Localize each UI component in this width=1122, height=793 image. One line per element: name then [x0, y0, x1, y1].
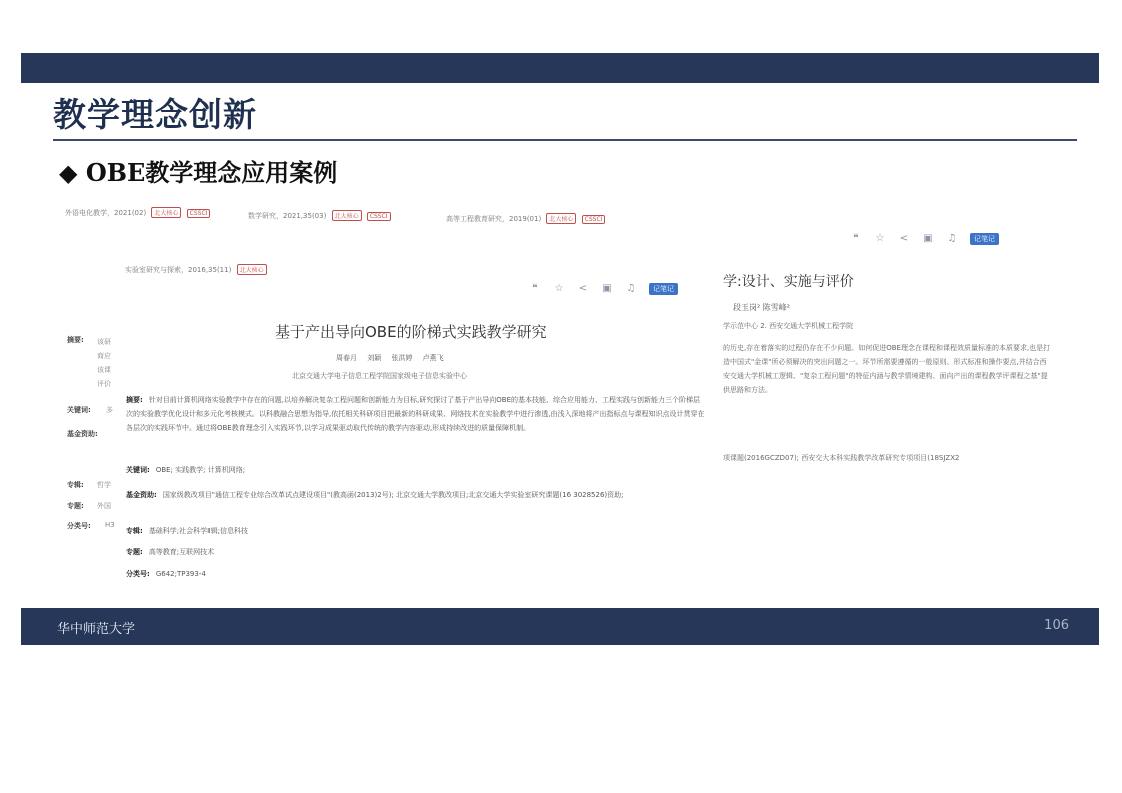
fund-value[interactable]: 国家级教改项目"通信工程专业综合改革试点建设项目"(教高函(2013)2号); 北京交通大学教改项目;北京交通大学实验室研究课题(16 3028526)资助; [162, 491, 624, 499]
right-paper-org: 学示范中心 2. 西安交通大学机械工程学院 [723, 322, 854, 330]
slide-title: 教学理念创新 [53, 95, 257, 134]
left-keywords-fragment: 多 [106, 406, 113, 414]
abstract-label: 摘要: [126, 396, 143, 404]
right-paper-abstract: 的历史,存在着落实的过程仍存在不少问题。如何促进OBE理念在课程和课程效质量标准的本质要求,也是打造中国式"金课"所必须解决的突出问题之一。环节所需要遵循的一般原则、形式标准和操作要点,并结合西安交通大学机械工逻辑、"复杂工程问题"的特征内涵与教学情境建构、面向产出的课程教学评课程之基"提供思路和方法。 [723, 344, 1051, 394]
citation-2[interactable] [248, 210, 391, 221]
fund-label: 基金资助: [126, 491, 157, 499]
left-keywords-label: 关键词: [67, 406, 91, 414]
citation-4[interactable] [125, 264, 267, 275]
keywords-row [126, 465, 245, 475]
front-toolbar [529, 283, 678, 295]
paper-title[interactable]: 基于产出导向OBE的阶梯式实践教学研究 [275, 323, 547, 341]
note-button[interactable]: 记笔记 [649, 283, 678, 295]
topic1-row [126, 526, 248, 536]
keywords-value[interactable]: OBE; 实践教学; 计算机网络; [155, 466, 246, 474]
class-row [126, 569, 206, 579]
left-class-fragment: H3 [105, 521, 115, 529]
topic1-value: 基础科学;社会科学Ⅱ辑;信息科技 [148, 527, 248, 535]
citation-source: 外语电化教学，2021(02) [65, 209, 147, 217]
quote-icon[interactable]: ❝ [532, 283, 538, 294]
left-abstract-fragment: 该研 商应 该课 评价 [97, 338, 111, 388]
citation-source: 高等工程教育研究，2019(01) [446, 215, 542, 223]
citation-tag: 北大核心 [237, 264, 267, 275]
star-icon[interactable]: ☆ [875, 233, 885, 244]
citation-source: 实验室研究与探索，2016,35(11) [125, 266, 232, 274]
left-fund-label: 基金资助: [67, 430, 98, 438]
fund-row [126, 488, 706, 502]
class-value: G642;TP393-4 [155, 570, 206, 578]
abstract-text: 针对目前计算机网络实验教学中存在的问题,以培养解决复杂工程问题和创新能力为目标,研究探讨了基于产出导向OBE的基本技能、综合应用能力、工程实践与创新能力三个阶梯层次的实验教学优化设计和多元化考核模式。以科教融合思想为指导,依托相关科研项目把最新的科研成果、网络技术在实验教学中进行渗透,由浅入深地将产出指标点与课程知识点设计贯穿在各层次的实践环节中。通过将OBE教育理念引入实践环节,以学习成果驱动取代传统的教学内容驱动,形成持续改进的质量保障机制。 [126, 396, 705, 432]
citation-tag: CSSCI [187, 209, 211, 218]
slide-top-bar [21, 53, 1099, 83]
share-icon[interactable]: < [578, 283, 588, 294]
print-icon[interactable]: ▣ [602, 283, 612, 294]
citation-source: 数学研究，2021,35(03) [248, 212, 327, 220]
bell-icon[interactable]: ♫ [626, 283, 636, 294]
left-abstract-label: 摘要: [67, 336, 84, 344]
topic2-row [126, 547, 214, 557]
print-icon[interactable]: ▣ [923, 233, 933, 244]
title-divider [53, 139, 1077, 141]
slide-footer-bar [21, 608, 1099, 645]
left-topic2-fragment: 外国 [97, 502, 111, 510]
right-toolbar [850, 233, 999, 245]
class-label: 分类号: [126, 570, 150, 578]
citation-tag: 北大核心 [151, 207, 181, 218]
keywords-label: 关键词: [126, 466, 150, 474]
paper-organization[interactable]: 北京交通大学电子信息工程学院国家级电子信息实验中心 [292, 372, 467, 380]
left-topic1-fragment: 哲学 [97, 481, 111, 489]
paper-authors[interactable]: 周春月 刘颖 张洪婷 卢燕飞 [336, 354, 444, 362]
footer-page-number: 106 [1044, 618, 1069, 633]
bell-icon[interactable]: ♫ [947, 233, 957, 244]
citation-tag: 北大核心 [332, 210, 362, 221]
slide-subtitle: ◆ OBE教学理念应用案例 [59, 158, 338, 187]
topic2-value: 高等教育;互联网技术 [148, 548, 215, 556]
topic2-label: 专题: [126, 548, 143, 556]
citation-tag: CSSCI [367, 212, 391, 221]
right-paper-authors: 段玉岗² 陈雪峰² [733, 303, 790, 312]
slide [21, 53, 1099, 645]
right-paper-title: 学:设计、实施与评价 [723, 274, 854, 290]
right-paper-fund: 项课题(2016GCZD07); 西安交大本科实践教学改革研究专项项目(18SJZX2 [723, 454, 960, 462]
quote-icon[interactable]: ❝ [853, 233, 859, 244]
share-icon[interactable]: < [899, 233, 909, 244]
citation-tag: CSSCI [582, 215, 606, 224]
citation-tag: 北大核心 [546, 213, 576, 224]
left-class-label: 分类号: [67, 522, 91, 530]
left-topic1-label: 专辑: [67, 481, 84, 489]
note-button[interactable]: 记笔记 [970, 233, 999, 245]
left-topic2-label: 专题: [67, 502, 84, 510]
citation-3[interactable] [446, 213, 605, 224]
citation-1[interactable] [65, 207, 210, 218]
topic1-label: 专辑: [126, 527, 143, 535]
star-icon[interactable]: ☆ [554, 283, 564, 294]
footer-university: 华中师范大学 [57, 622, 136, 637]
paper-abstract [126, 393, 706, 435]
